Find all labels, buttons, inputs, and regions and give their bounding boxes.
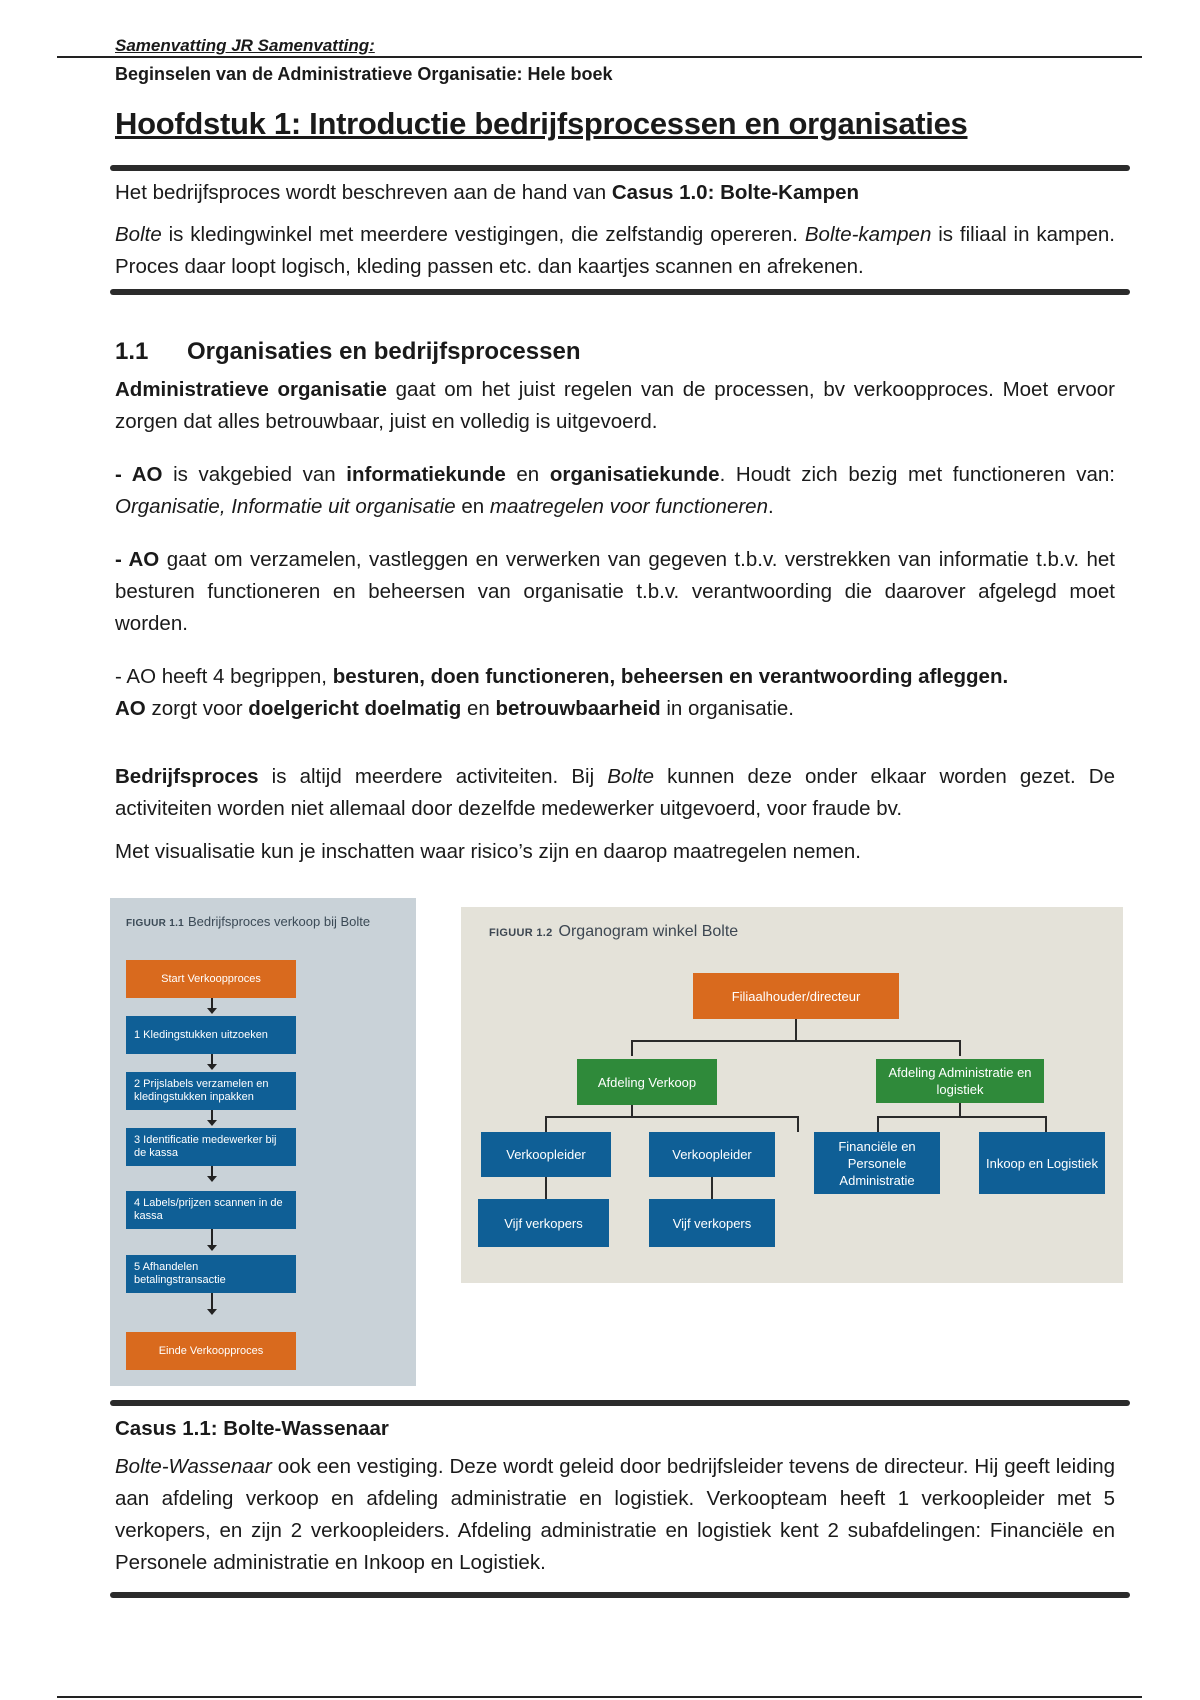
figure-1-2-caption: FIGUUR 1.2 Organogram winkel Bolte <box>489 923 739 940</box>
paragraph-ao-vakgebied: - AO is vakgebied van informatiekunde en organisatiekunde. Houdt zich bezig met functioneren van: Organisatie, Informatie uit organisatie en maatregelen voor functioneren. <box>115 463 1115 518</box>
casus-1-0-text: Bolte is kledingwinkel met meerdere vestigingen, die zelfstandig opereren. Bolte-kampen is filiaal in kampen. Proces daar loopt logisch, kleding passen etc. dan kaartjes scannen en afrekenen. <box>115 223 1115 278</box>
casus-1-0-bottom-rule <box>110 289 1130 295</box>
header-subtitle: Beginselen van de Administratieve Organisatie: Hele boek <box>115 64 613 84</box>
casus-1-1-bottom-rule <box>110 1592 1130 1598</box>
org-dept-sales: Afdeling Verkoop <box>577 1059 717 1105</box>
paragraph-ao-definition: Administratieve organisatie gaat om het juist regelen van de processen, bv verkoopproces. Moet ervoor zorgen dat alles betrouwbaar, juist en volledig is uitgevoerd. <box>115 378 1115 433</box>
header-rule <box>57 56 1142 58</box>
figure-process-flow <box>110 898 416 1386</box>
casus-1-0-label: Casus 1.0: Bolte-Kampen <box>611 181 860 204</box>
org-sales-lead-1: Verkoopleider <box>481 1132 611 1177</box>
paragraph-ao-zorgt: AO zorgt voor doelgericht doelmatig en betrouwbaarheid in organisatie. <box>115 697 795 720</box>
header-doc-title: Samenvatting JR Samenvatting: <box>115 36 375 55</box>
figure-1-1-caption: FIGUUR 1.1 Bedrijfsproces verkoop bij Bolte <box>126 914 371 929</box>
org-finance-admin: Financiële en Personele Administratie <box>814 1132 940 1194</box>
org-purchasing: Inkoop en Logistiek <box>979 1132 1105 1194</box>
casus-1-1-text: Bolte-Wassenaar ook een vestiging. Deze wordt geleid door bedrijfsleider tevens de directeur. Hij geeft leiding aan afdeling verkoop en afdeling administratie en logistiek. Verkoopteam heeft 1 verkoopleider met 5 verkopers, en zijn 2 verkoopleiders. Afdeling administratie en logistiek kent 2 subafdelingen: Financiële en Personele administratie en Inkoop en Logistiek. <box>115 1455 1115 1574</box>
casus-1-1-label: Casus 1.1: Bolte-Wassenaar <box>115 1417 389 1440</box>
footer-rule <box>57 1696 1142 1698</box>
flow-step-1: 1 Kledingstukken uitzoeken <box>126 1016 296 1054</box>
paragraph-ao-gegevens: - AO gaat om verzamelen, vastleggen en verwerken van gegeven t.b.v. verstrekken van informatie t.b.v. het besturen functioneren en beheersen van organisatie t.b.v. verantwoording die daarover afgelegd moet worden. <box>115 548 1116 635</box>
org-sellers-1: Vijf verkopers <box>478 1199 609 1247</box>
casus-1-1-top-rule <box>110 1400 1130 1406</box>
flow-step-2: 2 Prijslabels verzamelen en kledingstukken inpakken <box>126 1072 296 1110</box>
flow-step-3: 3 Identificatie medewerker bij de kassa <box>126 1128 296 1166</box>
org-sellers-2: Vijf verkopers <box>649 1199 775 1247</box>
flow-step-5: 5 Afhandelen betalingstransactie <box>126 1255 296 1293</box>
section-heading: 1.1 Organisaties en bedrijfsprocessen <box>115 338 581 365</box>
figure-organogram <box>461 907 1123 1283</box>
casus-1-0-top-rule <box>110 165 1130 171</box>
casus-1-0-intro: Het bedrijfsproces wordt beschreven aan de hand van Casus 1.0: Bolte-Kampen <box>115 181 860 204</box>
org-director: Filiaalhouder/directeur <box>693 973 899 1019</box>
org-sales-lead-2: Verkoopleider <box>649 1132 775 1177</box>
paragraph-ao-begrippen: - AO heeft 4 begrippen, besturen, doen functioneren, beheersen en verantwoording afleggen. <box>115 665 1009 688</box>
flow-end: Einde Verkoopproces <box>126 1332 296 1370</box>
chapter-title: Hoofdstuk 1: Introductie bedrijfsprocessen en organisaties <box>115 106 968 141</box>
flow-step-4: 4 Labels/prijzen scannen in de kassa <box>126 1191 296 1229</box>
org-dept-admin: Afdeling Administratie en logistiek <box>876 1059 1044 1103</box>
paragraph-bedrijfsproces: Bedrijfsproces is altijd meerdere activiteiten. Bij Bolte kunnen deze onder elkaar worden gezet. De activiteiten worden niet allemaal door dezelfde medewerker uitgevoerd, voor fraude bv. <box>115 765 1115 820</box>
paragraph-visualisatie: Met visualisatie kun je inschatten waar risico’s zijn en daarop maatregelen nemen. <box>115 840 861 863</box>
flow-start: Start Verkoopproces <box>126 960 296 998</box>
